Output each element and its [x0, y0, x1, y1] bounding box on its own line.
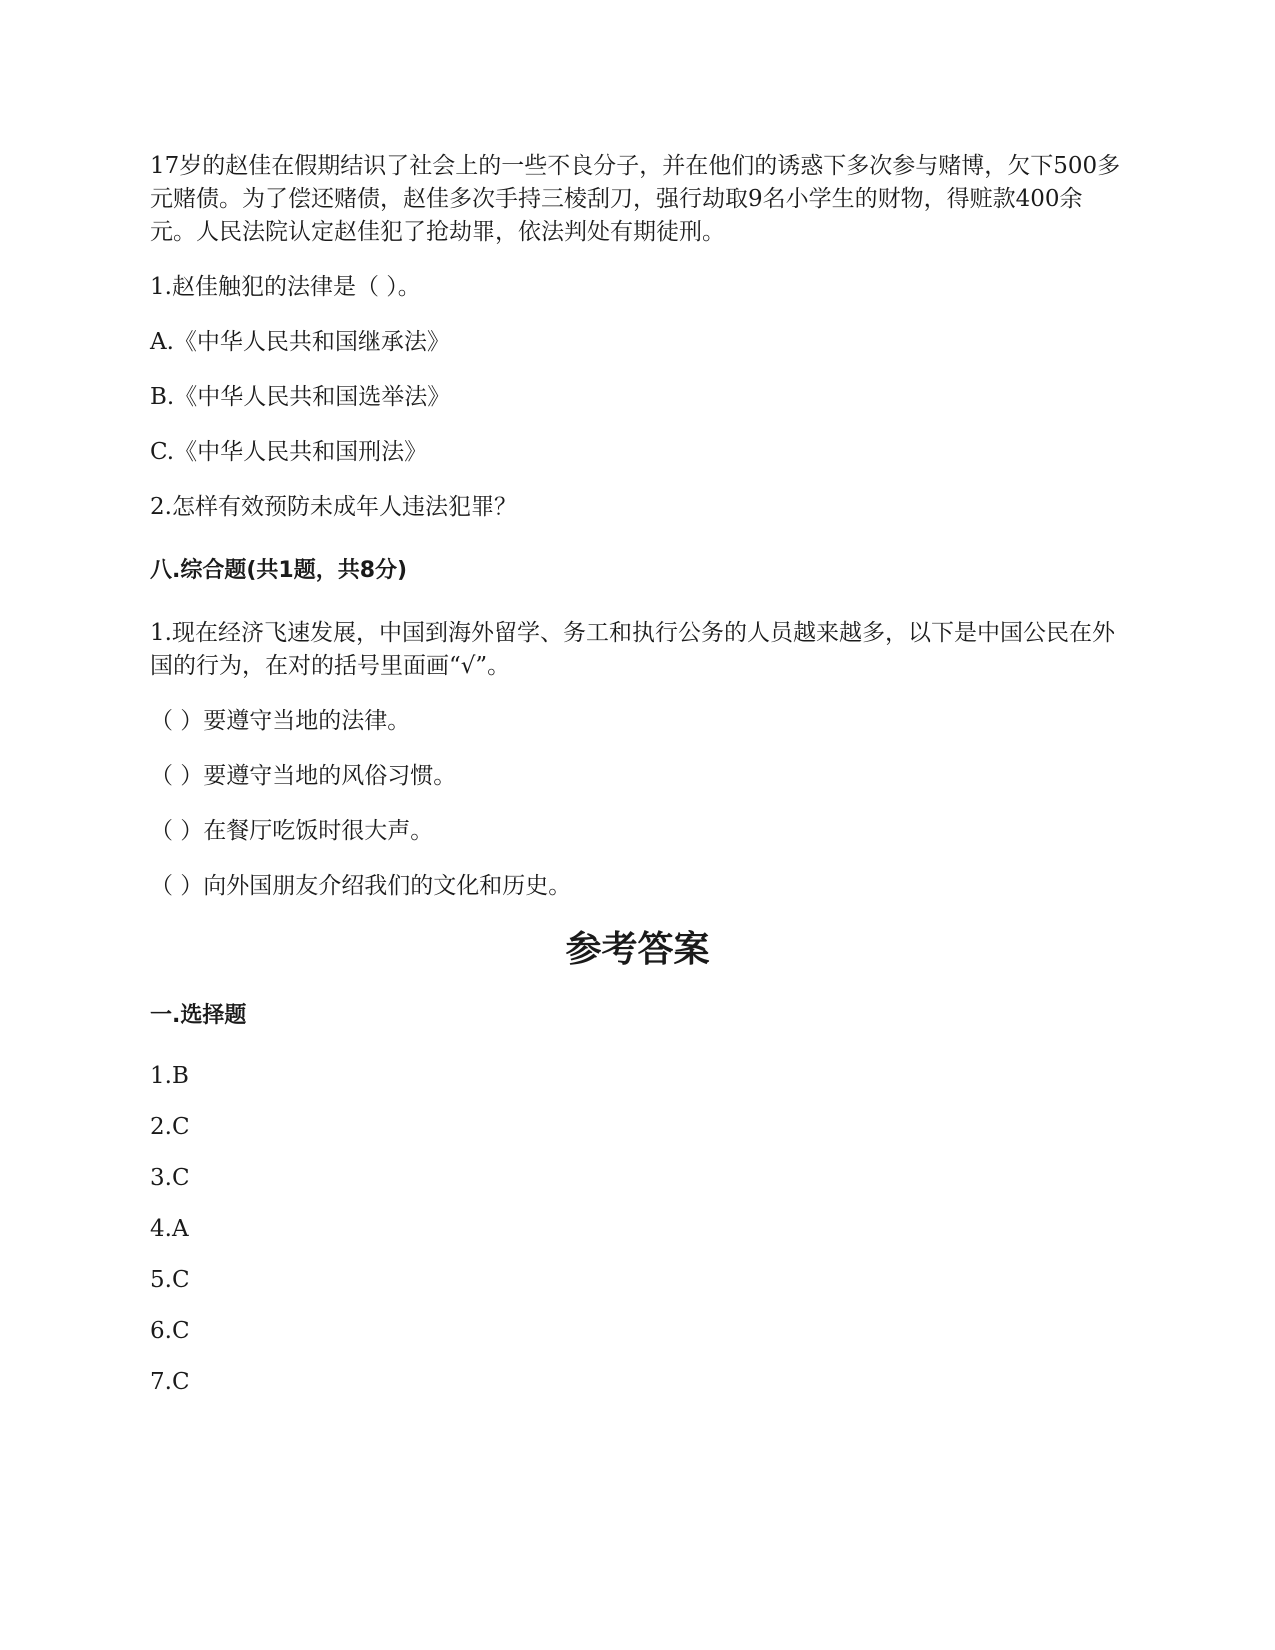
check-item-2: （ ）要遵守当地的风俗习惯。 [150, 763, 457, 789]
section-8-heading: 八.综合题(共1题，共8分) [150, 558, 408, 583]
answer-item: 3.C [150, 1165, 190, 1191]
answer-item: 2.C [150, 1114, 190, 1140]
answer-item: 1.B [150, 1063, 189, 1089]
page-content [150, 150, 1125, 1399]
check-item-3: （ ）在餐厅吃饭时很大声。 [150, 818, 434, 844]
option-c: C.《中华人民共和国刑法》 [150, 439, 428, 465]
case-paragraph: 17岁的赵佳在假期结识了社会上的一些不良分子，并在他们的诱惑下多次参与赌博，欠下500多元赌债。为了偿还赌债，赵佳多次手持三棱刮刀，强行劫取9名小学生的财物，得赃款400余元。人民法院认定赵佳犯了抢劫罪，依法判处有期徒刑。 [150, 153, 1121, 245]
answers-title: 参考答案 [565, 929, 710, 970]
option-a: A.《中华人民共和国继承法》 [150, 329, 450, 355]
answer-item: 7.C [150, 1369, 190, 1395]
answer-item: 6.C [150, 1318, 190, 1344]
question-2: 2.怎样有效预防未成年人违法犯罪？ [150, 494, 517, 520]
check-item-4: （ ）向外国朋友介绍我们的文化和历史。 [150, 873, 572, 899]
answers-section-1-heading: 一.选择题 [150, 1003, 247, 1028]
check-item-1: （ ）要遵守当地的法律。 [150, 708, 411, 734]
question-1: 1.赵佳触犯的法律是（ ）。 [150, 274, 421, 300]
section-8-question: 1.现在经济飞速发展，中国到海外留学、务工和执行公务的人员越来越多，以下是中国公民在外国的行为，在对的括号里面画“√”。 [150, 620, 1115, 679]
option-b: B.《中华人民共和国选举法》 [150, 384, 451, 410]
answer-item: 4.A [150, 1216, 189, 1242]
answer-item: 5.C [150, 1267, 190, 1293]
